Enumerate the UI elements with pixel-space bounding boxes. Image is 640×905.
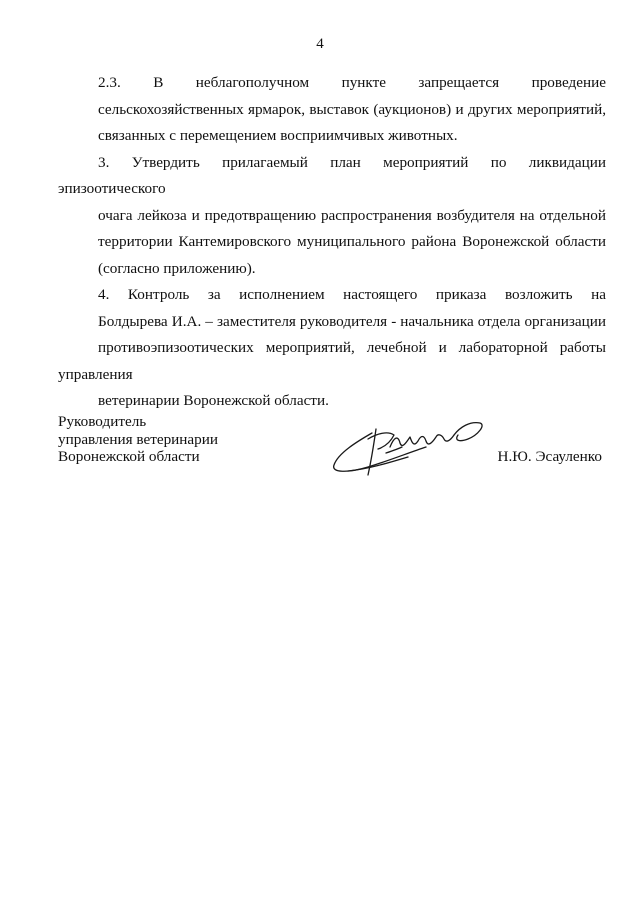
signer-name: Н.Ю. Эсауленко	[497, 448, 602, 465]
handwritten-signature	[328, 413, 498, 483]
paragraph-line: ветеринарии Воронежской области.	[98, 392, 329, 409]
paragraph-line: сельскохозяйственных ярмарок, выставок (аукционов) и других мероприятий,	[98, 100, 606, 118]
signer-position	[58, 413, 218, 466]
signer-position-line: Воронежской области	[58, 448, 200, 465]
paragraph-line: 3. Утвердить прилагаемый план мероприятий по ликвидации эпизоотического	[58, 153, 606, 197]
paragraph-line: очага лейкоза и предотвращению распространения возбудителя на отдельной	[98, 206, 606, 224]
signature-block	[58, 413, 606, 493]
paragraph-4	[58, 282, 606, 415]
paragraph-line: противоэпизоотических мероприятий, лечебной и лабораторной работы управления	[58, 339, 606, 383]
paragraph-line: территории Кантемировского муниципального района Воронежской области	[98, 233, 606, 250]
paragraph-line: 4. Контроль за исполнением настоящего приказа возложить на	[98, 286, 606, 303]
paragraph-2-3	[58, 70, 606, 150]
paragraph-line: Болдырева И.А. – заместителя руководителя - начальника отдела организации	[98, 312, 606, 330]
document-body	[58, 70, 606, 415]
paragraph-line: (согласно приложению).	[98, 259, 256, 277]
page-number: 4	[316, 36, 324, 52]
paragraph-line: 2.3. В неблагополучном пункте запрещается проведение	[98, 74, 606, 91]
paragraph-line: связанных с перемещением восприимчивых животных.	[98, 127, 458, 144]
signer-position-line: управления ветеринарии	[58, 430, 219, 448]
paragraph-3	[58, 150, 606, 283]
signer-position-line: Руководитель	[58, 413, 147, 430]
